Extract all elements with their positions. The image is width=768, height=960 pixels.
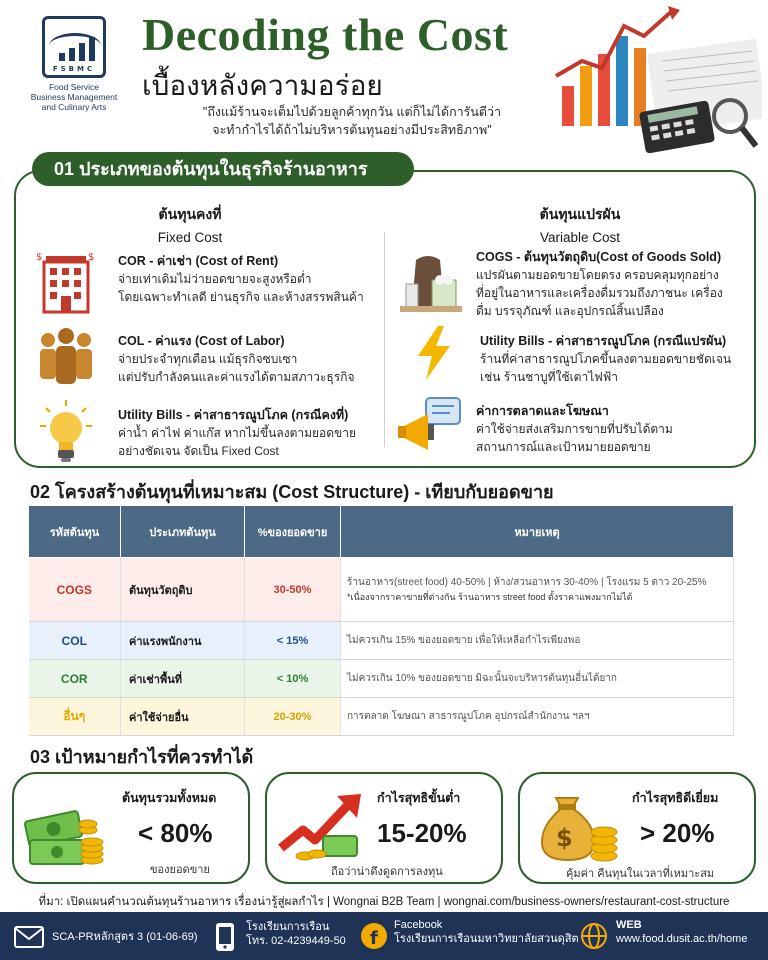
- footer-school: โรงเรียนการเรือน: [246, 921, 330, 933]
- cost-type: ค่าใช้จ่ายอื่น: [121, 698, 245, 736]
- fixed-cost-heading: [110, 204, 270, 245]
- cost-note-text: ร้านอาหาร(street food) 40-50% | ห้าง/สวนอาหาร 30-40% | โรงแรม 5 ดาว 20-25%: [347, 576, 707, 588]
- variable-item-desc: ร้านที่ค่าสาธารณูปโภคขึ้นลงตามยอดขายชัดเจน: [480, 352, 732, 366]
- variable-item-title: ค่าการตลาดและโฆษณา: [476, 404, 609, 418]
- money-bag-icon: [534, 784, 622, 864]
- fixed-item-title: COR - ค่าเช่า (Cost of Rent): [118, 254, 279, 268]
- cost-code: COR: [29, 660, 121, 698]
- variable-item-title: COGS - ต้นทุนวัตถุดิบ(Cost of Goods Sold): [476, 250, 722, 264]
- footer-code: SCA-PRหลักสูตร 3 (01-06-69): [52, 931, 198, 943]
- column-header: รหัสต้นทุน: [29, 506, 121, 558]
- variable-item-title: Utility Bills - ค่าสาธารณูปโภค (กรณีแปรผัน): [480, 334, 727, 348]
- svg-text:f: f: [370, 928, 378, 949]
- variable-item-desc: ค่าใช้จ่ายส่งเสริมการขายที่ปรับได้ตาม: [476, 422, 673, 436]
- cost-note: [341, 558, 734, 622]
- variable-item-utility: [480, 332, 756, 386]
- logo-abbr: FSBMC: [52, 65, 96, 73]
- cost-type: ต้นทุนวัตถุดิบ: [121, 558, 245, 622]
- variable-item-desc: เช่น ร้านชาบูที่ใช้เตาไฟฟ้า: [480, 370, 618, 384]
- growth-arrow-icon: [277, 792, 363, 862]
- variable-item-desc: สถานการณ์และเป้าหมายยอดขาย: [476, 440, 651, 454]
- target-card-value: < 80%: [138, 818, 213, 848]
- quote: [152, 103, 552, 139]
- phone-icon: [214, 922, 236, 952]
- target-card-title: กำไรสุทธิดีเยี่ยม: [632, 791, 719, 805]
- fixed-item-desc: โดยเฉพาะทำเลดี ย่านธุรกิจ และห้างสรรพสินค้า: [118, 290, 364, 304]
- section-3-heading: 03 เป้าหมายกำไรที่ควรทำได้: [30, 747, 254, 767]
- fixed-item-utility: [118, 406, 388, 460]
- fixed-item-desc: แต่ปรับกำลังคนและค่าแรงได้ตามสภาวะธุรกิจ: [118, 370, 355, 384]
- target-card-value: 15-20%: [377, 818, 467, 848]
- source-credit: ที่มา: เปิดแผนคำนวณต้นทุนร้านอาหาร เรื่องน่ารู้สู่ผลกำไร | Wongnai B2B Team | wongnai.com/business-owners/restaurant-cost-structure: [38, 896, 730, 908]
- table-row: [29, 660, 734, 698]
- fixed-item-title: COL - ค่าแรง (Cost of Labor): [118, 334, 285, 348]
- column-header: ประเภทต้นทุน: [121, 506, 245, 558]
- fixed-item-desc: ค่าน้ำ ค่าไฟ ค่าแก๊ส หากไม่ขึ้นลงตามยอดขาย: [118, 426, 357, 440]
- variable-cost-title-th: ต้นทุนแปรผัน: [539, 206, 621, 222]
- fixed-item-desc: อย่างชัดเจน จัดเป็น Fixed Cost: [118, 444, 279, 458]
- page-title: Decoding the Cost: [142, 9, 509, 60]
- variable-cost-title-en: Variable Cost: [539, 230, 621, 245]
- logo-line-3: and Culinary Arts: [41, 102, 107, 112]
- target-card-note: ของยอดขาย: [150, 864, 210, 876]
- footer-facebook-label: Facebook: [394, 919, 443, 931]
- svg-text:$: $: [88, 252, 95, 263]
- table-row: [29, 698, 734, 736]
- cost-code: COL: [29, 622, 121, 660]
- building-rent-icon: [34, 248, 98, 314]
- finance-illustration-icon: [542, 6, 762, 156]
- target-card-total-cost: [12, 772, 250, 884]
- variable-item-cogs: [476, 248, 756, 320]
- cost-code: COGS: [29, 558, 121, 622]
- groceries-icon: [398, 250, 464, 316]
- footer-web-label: WEB: [616, 919, 642, 931]
- svg-text:$: $: [36, 252, 43, 263]
- quote-line-2: จะทำกำไรได้ถ้าไม่บริหารต้นทุนอย่างมีประสิทธิภาพ": [212, 123, 492, 137]
- target-card-min-profit: [265, 772, 503, 884]
- people-labor-icon: [36, 326, 96, 390]
- logo: [14, 12, 134, 130]
- mail-icon: [14, 926, 44, 948]
- footer-web-url[interactable]: www.food.dusit.ac.th/home: [616, 933, 748, 945]
- facebook-icon[interactable]: [360, 922, 388, 950]
- footer-facebook-name[interactable]: โรงเรียนการเรือนมหาวิทยาลัยสวนดุสิต: [394, 933, 579, 945]
- target-card-note: คุ้มค่า คืนทุนในเวลาที่เหมาะสม: [566, 868, 715, 880]
- cost-note-footnote: *เนื่องจากราคาขายที่ต่างกัน ร้านอาหาร street food ตั้งราคาแพงมากไม่ได้: [347, 591, 633, 602]
- fixed-cost-title-en: Fixed Cost: [157, 230, 223, 245]
- fixed-item-desc: จ่ายประจำทุกเดือน แม้ธุรกิจซบเซา: [118, 352, 298, 366]
- target-card-excellent-profit: [518, 772, 756, 884]
- fixed-item-desc: จ่ายเท่าเดิมไม่ว่ายอดขายจะสูงหรือต่ำ: [118, 272, 312, 286]
- cost-note: ไม่ควรเกิน 10% ของยอดขาย มิฉะนั้นจะบริหารต้นทุนอื่นได้ยาก: [341, 660, 734, 698]
- logo-line-2: Business Management: [30, 92, 118, 102]
- section-1-heading: 01 ประเภทของต้นทุนในธุรกิจร้านอาหาร: [32, 152, 414, 186]
- footer: [0, 912, 768, 960]
- target-card-note: ถือว่าน่าดึงดูดการลงทุน: [331, 866, 443, 878]
- table-row: [29, 622, 734, 660]
- globe-icon[interactable]: [580, 922, 608, 950]
- footer-facebook[interactable]: [394, 918, 579, 946]
- logo-mark: [42, 16, 106, 78]
- cost-percent: 20-30%: [245, 698, 341, 736]
- target-card-title: ต้นทุนรวมทั้งหมด: [122, 791, 217, 805]
- cost-type: ค่าเช่าพื้นที่: [121, 660, 245, 698]
- table-row: [29, 558, 734, 622]
- cost-note: การตลาด โฆษณา สาธารณูปโภค อุปกรณ์สำนักงาน ฯลฯ: [341, 698, 734, 736]
- fixed-item-title: Utility Bills - ค่าสาธารณูปโภค (กรณีคงที่): [118, 408, 349, 422]
- page-subtitle: เบื้องหลังความอร่อย: [142, 70, 383, 101]
- cost-percent: < 15%: [245, 622, 341, 660]
- footer-phone: โทร. 02-4239449-50: [246, 935, 346, 947]
- logo-line-1: Food Service: [48, 82, 100, 92]
- column-header: %ของยอดขาย: [245, 506, 341, 558]
- cost-code: อื่นๆ: [29, 698, 121, 736]
- variable-item-desc: ที่อยู่ในอาหารและเครื่องดื่มรวมถึงภาชนะ เครื่อง: [476, 286, 723, 300]
- cost-percent: 30-50%: [245, 558, 341, 622]
- cost-percent: < 10%: [245, 660, 341, 698]
- footer-web[interactable]: [616, 918, 747, 946]
- svg-text:$: $: [556, 824, 573, 852]
- lightning-icon: [414, 326, 454, 380]
- target-card-title: กำไรสุทธิขั้นต่ำ: [377, 791, 461, 805]
- quote-line-1: "ถึงแม้ร้านจะเต็มไปด้วยลูกค้าทุกวัน แต่ก็ไม่ได้การันตีว่า: [202, 105, 502, 119]
- lightbulb-icon: [38, 400, 94, 464]
- variable-item-marketing: [476, 402, 752, 456]
- section-2-heading: 02 โครงสร้างต้นทุนที่เหมาะสม (Cost Structure) - เทียบกับยอดขาย: [30, 482, 554, 502]
- fixed-item-labor: [118, 332, 383, 386]
- column-header: หมายเหตุ: [341, 506, 734, 558]
- target-card-value: > 20%: [640, 818, 715, 848]
- logo-text: [14, 82, 134, 112]
- footer-contact: [246, 920, 346, 948]
- megaphone-icon: [398, 396, 464, 456]
- variable-cost-heading: [500, 204, 660, 245]
- fixed-item-rent: [118, 252, 383, 306]
- cash-stack-icon: [24, 796, 106, 868]
- cost-type: ค่าแรงพนักงาน: [121, 622, 245, 660]
- fixed-cost-title-th: ต้นทุนคงที่: [158, 206, 222, 222]
- variable-item-desc: แปรผันตามยอดขายโดยตรง ครอบคลุมทุกอย่าง: [476, 268, 719, 282]
- variable-item-desc: ดื่ม บรรจุภัณฑ์ และอุปกรณ์สิ้นเปลือง: [476, 304, 664, 318]
- cost-structure-table: [28, 505, 734, 736]
- cost-note: ไม่ควรเกิน 15% ของยอดขาย เพื่อให้เหลือกำไรเพียงพอ: [341, 622, 734, 660]
- table-header-row: [29, 506, 734, 558]
